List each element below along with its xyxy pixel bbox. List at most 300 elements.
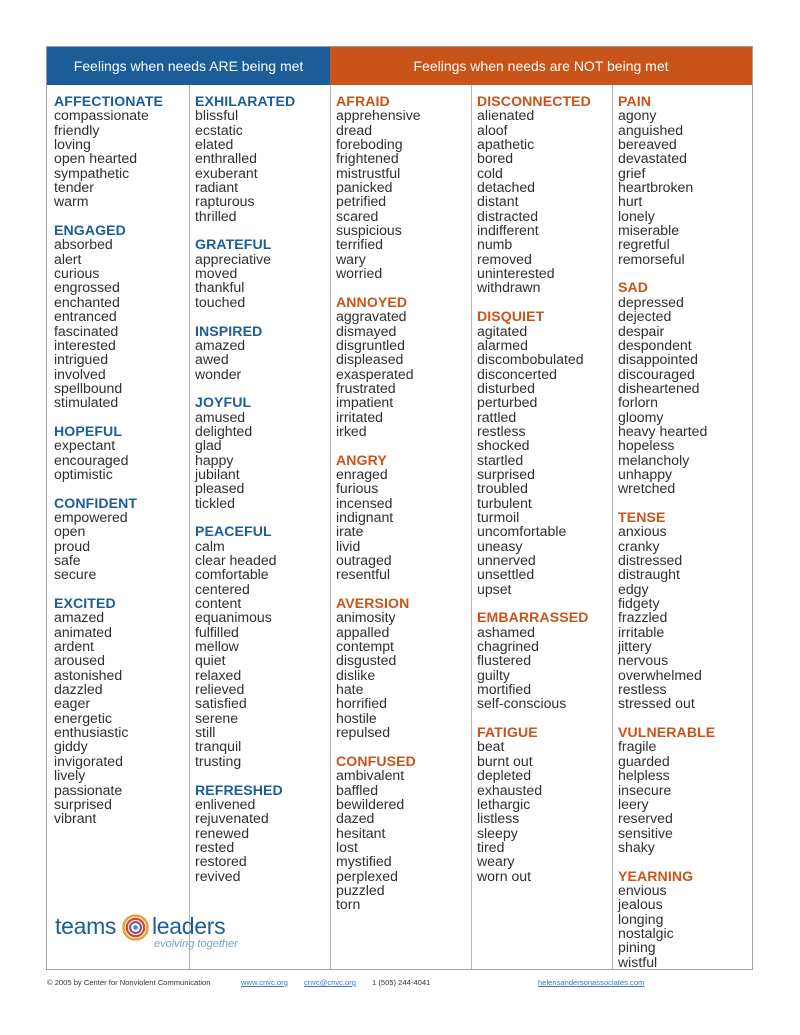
credit-link[interactable]: helensandersonassociates.com [538, 978, 645, 987]
feeling-word: troubled [477, 480, 528, 497]
feeling-word: friendly [54, 121, 100, 138]
feeling-group [336, 295, 421, 438]
feeling-word: ecstatic [195, 121, 243, 138]
feeling-word: giddy [54, 738, 88, 755]
feeling-word: withdrawn [477, 279, 541, 296]
feeling-word: serene [195, 709, 239, 726]
feeling-word: uneasy [477, 537, 523, 554]
feeling-group [195, 94, 295, 223]
feeling-word: uninterested [477, 265, 555, 282]
feeling-word: alert [54, 250, 82, 267]
feeling-group [195, 783, 295, 883]
feeling-word: aggravated [336, 308, 407, 325]
swirl-icon [122, 914, 149, 941]
feeling-word: touched [195, 293, 246, 310]
feeling-word: bereaved [618, 136, 677, 153]
feeling-word: heavy hearted [618, 422, 708, 439]
header-needs-met-label: Feelings when needs ARE being met [73, 58, 304, 74]
feeling-category-title: EMBARRASSED [477, 609, 589, 626]
feeling-category-title: PAIN [618, 93, 652, 109]
feeling-word: gloomy [618, 408, 664, 425]
feeling-word: awed [195, 351, 229, 368]
feeling-word: involved [54, 365, 106, 382]
feeling-word: ardent [54, 638, 94, 655]
feeling-group [336, 453, 421, 582]
feeling-word: dread [336, 121, 373, 138]
feeling-word: removed [477, 250, 532, 267]
feeling-word: restless [618, 681, 667, 698]
feeling-word: content [195, 595, 242, 612]
feeling-group [195, 524, 295, 768]
feelings-column-not-met-3 [618, 94, 715, 983]
feeling-word: rested [195, 838, 235, 855]
feeling-word: radiant [195, 179, 239, 196]
feeling-word: mellow [195, 638, 239, 655]
feeling-word: perturbed [477, 394, 538, 411]
feeling-word: tender [54, 179, 94, 196]
feeling-word: frustrated [336, 379, 396, 396]
feeling-category-title: REFRESHED [195, 781, 283, 798]
feeling-word: discouraged [618, 365, 695, 382]
feeling-word: jubilant [195, 465, 240, 482]
feeling-group [618, 280, 715, 495]
header-needs-not-met [330, 47, 752, 85]
feeling-category-title: AFFECTIONATE [54, 93, 163, 109]
feeling-word: sensitive [618, 824, 673, 841]
feeling-word: satisfied [195, 695, 247, 712]
feeling-word: alienated [477, 107, 535, 124]
feeling-word: ashamed [477, 623, 535, 640]
feeling-group [54, 596, 163, 826]
feeling-word: compassionate [54, 107, 149, 124]
feeling-word: dejected [618, 308, 672, 325]
feeling-word: sleepy [477, 824, 518, 841]
feeling-group [54, 424, 163, 481]
feeling-category-title: VULNERABLE [618, 724, 716, 741]
feeling-word: unsettled [477, 566, 535, 583]
feeling-word: dislike [336, 666, 376, 683]
feelings-column-met-2 [195, 94, 295, 897]
feeling-group [54, 94, 163, 209]
feeling-word: disheartened [618, 379, 700, 396]
feeling-category-title: DISCONNECTED [477, 93, 591, 109]
feeling-category-title: AFRAID [336, 93, 390, 109]
feeling-word: rapturous [195, 193, 255, 210]
feeling-category-title: INSPIRED [195, 322, 263, 339]
feeling-word: upset [477, 580, 512, 597]
feeling-category-title: EXHILARATED [195, 93, 296, 109]
feeling-word: furious [336, 480, 379, 497]
feeling-word: fragile [618, 738, 657, 755]
feeling-word: tranquil [195, 738, 242, 755]
feeling-word: miserable [618, 222, 680, 239]
feeling-word: eager [54, 695, 91, 712]
feeling-word: amazed [54, 609, 105, 626]
feeling-word: turmoil [477, 508, 520, 525]
feeling-word: jittery [618, 638, 652, 655]
feeling-word: passionate [54, 781, 123, 798]
feeling-word: equanimous [195, 609, 272, 626]
feeling-word: apathetic [477, 136, 535, 153]
feeling-word: hurt [618, 193, 643, 210]
feeling-word: irate [336, 523, 364, 540]
feeling-word: pining [618, 939, 656, 956]
feeling-word: aloof [477, 121, 508, 138]
feeling-word: uncomfortable [477, 523, 567, 540]
feeling-word: revived [195, 867, 241, 884]
feeling-word: bored [477, 150, 514, 167]
feeling-word: disappointed [618, 351, 698, 368]
feeling-word: edgy [618, 580, 649, 597]
feeling-word: lonely [618, 207, 655, 224]
feeling-word: discombobulated [477, 351, 584, 368]
feeling-word: optimistic [54, 465, 113, 482]
feeling-word: disconcerted [477, 365, 557, 382]
feeling-word: vibrant [54, 810, 97, 827]
feeling-word: displeased [336, 351, 404, 368]
feeling-category-title: ANNOYED [336, 293, 408, 310]
feeling-word: worried [336, 265, 383, 282]
feeling-word: disgusted [336, 652, 397, 669]
feeling-word: wistful [618, 953, 658, 970]
feeling-word: warm [54, 193, 89, 210]
feeling-word: still [195, 724, 216, 741]
feeling-word: empowered [54, 508, 128, 525]
feeling-category-title: ENGAGED [54, 222, 126, 239]
feeling-word: wary [336, 250, 366, 267]
feeling-word: suspicious [336, 222, 402, 239]
feeling-word: loving [54, 136, 91, 153]
feeling-word: enthralled [195, 150, 257, 167]
feeling-word: hopeless [618, 437, 675, 454]
feeling-word: amazed [195, 336, 246, 353]
feeling-word: foreboding [336, 136, 403, 153]
feeling-word: nervous [618, 652, 669, 669]
header-needs-not-met-label: Feelings when needs are NOT being met [413, 58, 669, 74]
feeling-word: spellbound [54, 379, 123, 396]
feeling-word: livid [336, 537, 361, 554]
feeling-word: stressed out [618, 695, 695, 712]
feeling-word: guarded [618, 752, 670, 769]
feeling-word: insecure [618, 781, 672, 798]
feeling-word: distracted [477, 207, 539, 224]
feeling-group [54, 496, 163, 582]
feeling-word: panicked [336, 179, 393, 196]
feeling-group [195, 237, 295, 309]
feeling-word: exasperated [336, 365, 414, 382]
feeling-word: nostalgic [618, 924, 674, 941]
feeling-word: secure [54, 566, 97, 583]
feeling-word: fidgety [618, 595, 660, 612]
feeling-word: mortified [477, 681, 532, 698]
feeling-word: delighted [195, 422, 253, 439]
feeling-word: encouraged [54, 451, 129, 468]
feeling-word: enraged [336, 465, 388, 482]
feeling-word: aroused [54, 652, 105, 669]
feeling-word: puzzled [336, 881, 385, 898]
feeling-word: dazzled [54, 681, 103, 698]
feeling-word: outraged [336, 552, 392, 568]
feeling-word: happy [195, 451, 234, 468]
feeling-word: open [54, 523, 86, 540]
feeling-word: baffled [336, 781, 379, 798]
feeling-word: renewed [195, 824, 250, 841]
feeling-word: reserved [618, 810, 673, 827]
feeling-group [618, 869, 715, 969]
copyright-text: © 2005 by Center for Nonviolent Communication [47, 978, 211, 987]
phone-text: 1 (505) 244-4041 [372, 978, 431, 987]
feeling-group [336, 754, 421, 912]
feeling-word: forlorn [618, 394, 658, 411]
feeling-word: appreciative [195, 250, 271, 267]
feeling-word: depressed [618, 293, 684, 310]
feeling-word: resentful [336, 566, 391, 583]
feeling-word: unhappy [618, 465, 673, 482]
feeling-word: lost [336, 838, 358, 855]
feeling-word: detached [477, 179, 535, 196]
feeling-word: astonished [54, 666, 123, 683]
feeling-word: stimulated [54, 394, 119, 411]
feeling-word: clear headed [195, 552, 277, 568]
feeling-word: surprised [54, 795, 112, 812]
feeling-word: safe [54, 552, 81, 568]
feeling-word: enlivened [195, 795, 256, 812]
feeling-word: alarmed [477, 336, 528, 353]
column-divider [612, 85, 613, 969]
feeling-group [336, 94, 421, 280]
feeling-word: relaxed [195, 666, 242, 683]
header-needs-met [47, 47, 330, 85]
feeling-word: hate [336, 681, 364, 698]
feeling-group [618, 94, 715, 266]
email-link[interactable]: cnvc@cnvc.org [304, 978, 357, 987]
feeling-category-title: ANGRY [336, 451, 387, 468]
feeling-word: indignant [336, 508, 394, 525]
feeling-word: intrigued [54, 351, 109, 368]
feeling-word: tickled [195, 494, 235, 511]
feeling-group [477, 725, 591, 883]
feeling-word: flustered [477, 652, 532, 669]
feeling-word: irritable [618, 623, 665, 640]
feeling-word: unnerved [477, 552, 536, 568]
feeling-word: petrified [336, 193, 387, 210]
feeling-word: curious [54, 265, 100, 282]
feeling-word: bewildered [336, 795, 405, 812]
feeling-word: animated [54, 623, 112, 640]
teams-leaders-logo [55, 911, 240, 955]
feeling-word: engrossed [54, 279, 120, 296]
feeling-word: blissful [195, 107, 239, 124]
feeling-word: frightened [336, 150, 399, 167]
feeling-word: fascinated [54, 322, 119, 339]
feeling-word: repulsed [336, 724, 391, 741]
feelings-column-not-met-2 [477, 94, 591, 897]
feeling-word: lively [54, 767, 86, 784]
feeling-category-title: FATIGUE [477, 724, 538, 741]
feeling-word: jealous [618, 896, 663, 913]
feeling-word: tired [477, 838, 505, 855]
feeling-word: distant [477, 193, 519, 210]
feeling-word: incensed [336, 494, 393, 511]
feeling-word: wretched [618, 480, 676, 497]
feeling-word: impatient [336, 394, 394, 411]
feeling-word: agitated [477, 322, 528, 339]
feeling-word: energetic [54, 709, 112, 726]
feeling-word: indifferent [477, 222, 539, 239]
feeling-word: helpless [618, 767, 670, 784]
feeling-category-title: GRATEFUL [195, 236, 272, 253]
feeling-word: dismayed [336, 322, 397, 339]
feeling-word: melancholy [618, 451, 690, 468]
feeling-word: beat [477, 738, 505, 755]
feeling-word: mistrustful [336, 164, 401, 181]
feeling-word: despair [618, 322, 665, 339]
feeling-word: interested [54, 336, 116, 353]
feeling-word: perplexed [336, 867, 398, 884]
logo-tagline: evolving together [154, 938, 238, 950]
feeling-word: proud [54, 537, 91, 554]
feeling-word: listless [477, 810, 520, 827]
feeling-word: animosity [336, 609, 396, 626]
feeling-category-title: JOYFUL [195, 394, 252, 411]
feeling-word: lethargic [477, 795, 531, 812]
feeling-word: regretful [618, 236, 670, 253]
feeling-word: scared [336, 207, 379, 224]
feeling-word: invigorated [54, 752, 123, 769]
feeling-word: rattled [477, 408, 517, 425]
footer [47, 978, 667, 990]
feeling-word: guilty [477, 666, 510, 683]
feeling-word: remorseful [618, 250, 685, 267]
feeling-word: hostile [336, 709, 377, 726]
feeling-word: fulfilled [195, 623, 239, 640]
feeling-word: numb [477, 236, 513, 253]
feeling-category-title: TENSE [618, 508, 666, 525]
feeling-word: horrified [336, 695, 387, 712]
feeling-word: appalled [336, 623, 390, 640]
feeling-category-title: YEARNING [618, 867, 694, 884]
feeling-category-title: PEACEFUL [195, 523, 272, 540]
feeling-word: contempt [336, 638, 394, 655]
feeling-word: elated [195, 136, 234, 153]
feeling-word: thankful [195, 279, 245, 296]
column-divider [471, 85, 472, 969]
feeling-word: shocked [477, 437, 530, 454]
column-divider [189, 85, 190, 969]
feelings-table [46, 46, 753, 970]
logo-word-left: teams [55, 913, 117, 939]
logo-word-right: leaders [152, 913, 226, 939]
feeling-word: thrilled [195, 207, 237, 224]
feeling-category-title: DISQUIET [477, 308, 545, 325]
feeling-word: enthusiastic [54, 724, 129, 741]
feeling-word: trusting [195, 752, 242, 769]
feeling-category-title: HOPEFUL [54, 422, 123, 439]
feeling-word: anxious [618, 523, 667, 540]
feeling-word: moved [195, 265, 238, 282]
feeling-word: wonder [195, 365, 242, 382]
feeling-word: sympathetic [54, 164, 130, 181]
feeling-word: quiet [195, 652, 226, 669]
website-link[interactable]: www.cnvc.org [241, 978, 288, 987]
feeling-word: turbulent [477, 494, 532, 511]
feeling-word: enchanted [54, 293, 120, 310]
feeling-word: mystified [336, 853, 392, 870]
feeling-word: dazed [336, 810, 375, 827]
feeling-category-title: CONFIDENT [54, 494, 138, 511]
feeling-word: glad [195, 437, 222, 454]
feeling-word: heartbroken [618, 179, 694, 196]
feeling-word: depleted [477, 767, 532, 784]
feeling-word: calm [195, 537, 225, 554]
feeling-group [195, 324, 295, 381]
feeling-word: centered [195, 580, 250, 597]
feeling-group [54, 223, 163, 409]
feeling-word: relieved [195, 681, 245, 698]
feeling-word: terrified [336, 236, 383, 253]
feeling-word: overwhelmed [618, 666, 702, 683]
feeling-group [477, 309, 591, 596]
feeling-word: ambivalent [336, 767, 405, 784]
feeling-word: despondent [618, 336, 692, 353]
feeling-word: restored [195, 853, 247, 870]
feeling-group [618, 510, 715, 711]
feeling-word: apprehensive [336, 107, 421, 124]
feeling-word: pleased [195, 480, 245, 497]
feeling-word: torn [336, 896, 361, 913]
feeling-word: disturbed [477, 379, 535, 396]
feeling-word: envious [618, 881, 667, 898]
feelings-column-met-1 [54, 94, 163, 840]
feeling-word: restless [477, 422, 526, 439]
feeling-word: grief [618, 164, 646, 181]
feelings-column-not-met-1 [336, 94, 421, 926]
feeling-word: surprised [477, 465, 535, 482]
feeling-word: entranced [54, 308, 117, 325]
section-divider [330, 85, 331, 969]
feeling-word: anguished [618, 121, 684, 138]
feeling-word: irritated [336, 408, 383, 425]
feeling-word: weary [477, 853, 515, 870]
feeling-word: rejuvenated [195, 810, 269, 827]
feeling-word: hesitant [336, 824, 386, 841]
feeling-group [336, 596, 421, 739]
feeling-category-title: EXCITED [54, 595, 116, 612]
feeling-category-title: SAD [618, 279, 649, 296]
feeling-word: frazzled [618, 609, 668, 626]
feeling-word: shaky [618, 838, 655, 855]
feeling-group [477, 94, 591, 295]
feeling-word: self-conscious [477, 695, 567, 712]
feeling-category-title: AVERSION [336, 595, 410, 612]
feeling-word: comfortable [195, 566, 269, 583]
feeling-word: cold [477, 164, 503, 181]
feeling-group [477, 610, 591, 710]
feeling-word: exhausted [477, 781, 543, 798]
feeling-word: startled [477, 451, 524, 468]
feeling-word: agony [618, 107, 657, 124]
feeling-word: leery [618, 795, 649, 812]
feeling-word: distressed [618, 552, 683, 568]
feeling-word: irked [336, 422, 367, 439]
feeling-word: chagrined [477, 638, 539, 655]
feeling-word: expectant [54, 437, 116, 454]
feeling-word: cranky [618, 537, 660, 554]
feeling-word: devastated [618, 150, 687, 167]
feeling-word: burnt out [477, 752, 533, 769]
feeling-word: distraught [618, 566, 680, 583]
feeling-word: longing [618, 910, 664, 927]
